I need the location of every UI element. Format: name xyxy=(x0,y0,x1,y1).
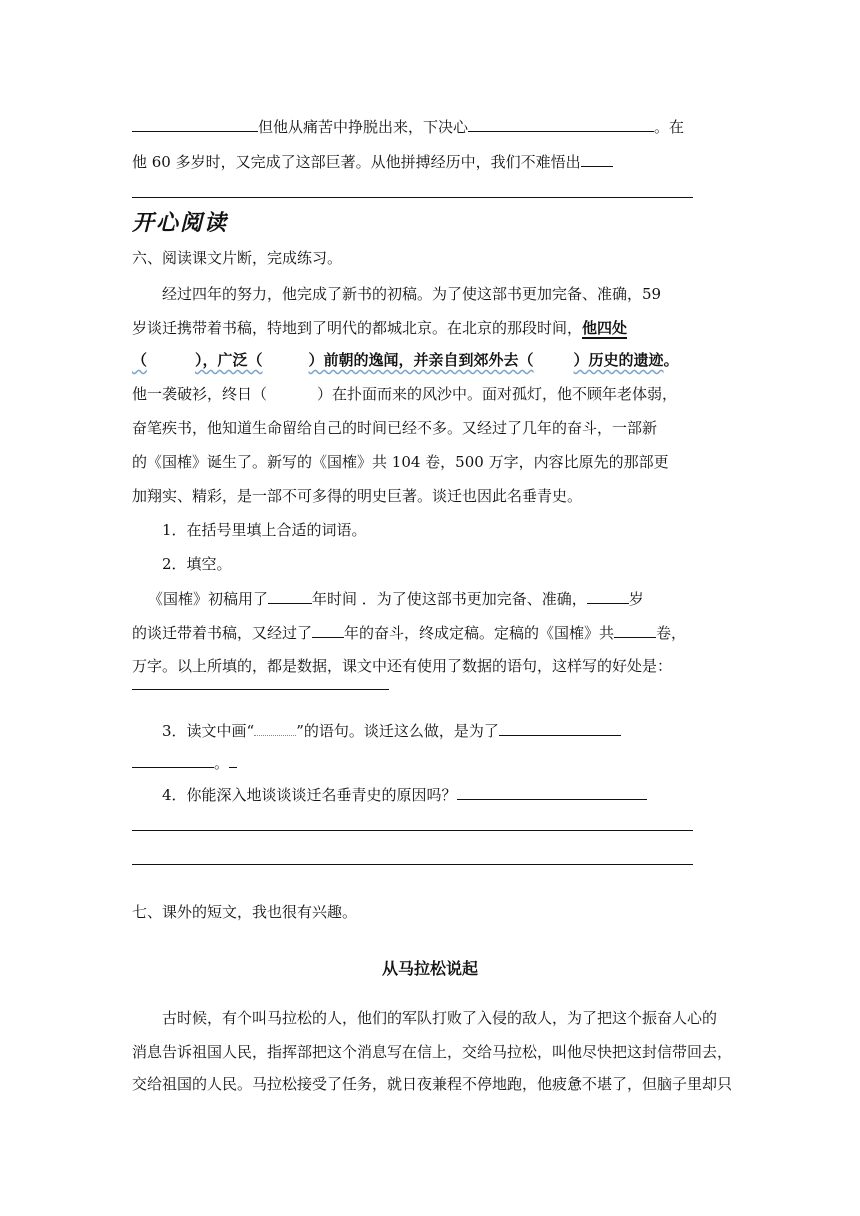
answer-blank[interactable] xyxy=(587,588,629,604)
fill-text: 年时间 ．为了使这部书更加完备、准确， xyxy=(312,590,587,608)
passage-text: 。 xyxy=(663,351,679,369)
fill-line-3: 万字。以上所填的，都是数据，课文中还有使用了数据的语句，这样写的好处是： xyxy=(132,657,673,675)
passage-text: ）在扑面而来的风沙中。面对孤灯，他不顾年老体弱， xyxy=(317,385,678,403)
answer-blank[interactable] xyxy=(468,116,654,132)
question-item-3 xyxy=(162,720,621,741)
question-item-2: 2．填空。 xyxy=(162,555,232,573)
fill-text: 年的奋斗，终成定稿。定稿的《国榷》共 xyxy=(344,624,615,642)
story-title: 从马拉松说起 xyxy=(381,959,478,978)
story-line: 交给祖国的人民。马拉松接受了任务，就日夜兼程不停地跑，他疲惫不堪了，但脑子里却只 xyxy=(132,1075,733,1093)
passage-text: 他一袭破衫，终日（ xyxy=(132,385,268,403)
marked-phrase: 他四处 xyxy=(582,319,628,337)
answer-blank[interactable] xyxy=(457,784,647,800)
passage-line xyxy=(132,384,677,404)
item-text: ”的语句。谈迁这么做，是为了 xyxy=(296,722,499,740)
answer-blank[interactable] xyxy=(132,752,214,768)
fill-line-1 xyxy=(148,588,644,609)
passage-line-marked xyxy=(132,350,679,370)
answer-blank[interactable] xyxy=(499,720,621,736)
story-line: 消息告诉祖国人民，指挥部把这个消息写在信上，交给马拉松，叫他尽快把这封信带回去， xyxy=(132,1043,733,1061)
question-item-1: 1．在括号里填上合适的词语。 xyxy=(162,521,367,539)
answer-line[interactable] xyxy=(132,830,693,831)
top-text: 但他从痛苦中挣脱出来，下决心 xyxy=(258,118,469,136)
fill-text: 卷， xyxy=(656,624,687,642)
fill-text: 《国榷》初稿用了 xyxy=(148,590,269,608)
top-text: 他 60 多岁时，又完成了这部巨著。从他拼搏经历中，我们不难悟出 xyxy=(132,153,581,171)
question-7-title: 七、课外的短文，我也很有兴趣。 xyxy=(132,903,358,921)
top-line-1 xyxy=(132,116,684,137)
passage-line: 加翔实、精彩，是一部不可多得的明史巨著。谈迁也因此名垂青史。 xyxy=(132,487,583,505)
answer-line[interactable] xyxy=(132,864,693,865)
passage-text: ）前朝的逸闻，并亲自到郊外去（ xyxy=(308,351,534,369)
item-text: 。 xyxy=(214,754,230,772)
fill-text: 岁 xyxy=(628,590,644,608)
answer-blank[interactable] xyxy=(614,622,656,638)
answer-blank[interactable] xyxy=(229,752,237,768)
top-line-2 xyxy=(132,151,613,172)
passage-line: 经过四年的努力，他完成了新书的初稿。为了使这部书更加完备、准确，59 xyxy=(162,285,662,303)
bracket-open: （ xyxy=(132,351,148,369)
passage-text: ）历史的遗迹 xyxy=(573,351,664,369)
question-6-title: 六、阅读课文片断，完成练习。 xyxy=(132,249,343,267)
item-text: 4．你能深入地谈谈谈迁名垂青史的原因吗？ xyxy=(162,786,457,804)
answer-blank[interactable] xyxy=(132,116,258,132)
section-heading: 开心阅读 xyxy=(132,211,229,236)
answer-blank[interactable] xyxy=(312,622,344,638)
passage-line: 的《国榷》诞生了。新写的《国榷》共 104 卷，500 万字，内容比原先的那部更 xyxy=(132,453,669,471)
fill-line-2 xyxy=(132,622,686,643)
question-item-4 xyxy=(162,784,647,805)
passage-line xyxy=(132,318,627,338)
passage-text: ），广泛（ xyxy=(195,351,263,369)
answer-blank[interactable] xyxy=(581,151,613,167)
quote-underline-sample xyxy=(254,720,296,736)
fill-text: 的谈迁带着书稿，又经过了 xyxy=(132,624,313,642)
item-3-line-2 xyxy=(132,752,237,773)
passage-text: 岁谈迁携带着书稿，特地到了明代的都城北京。在北京的那段时间， xyxy=(132,319,583,337)
top-text: 。在 xyxy=(654,118,685,136)
item-text: 3．读文中画“ xyxy=(162,722,255,740)
wavy-marked-sentence xyxy=(132,351,664,369)
story-line: 古时候，有个叫马拉松的人，他们的军队打败了入侵的敌人，为了把这个振奋人心的 xyxy=(162,1009,718,1027)
answer-blank[interactable] xyxy=(268,588,312,604)
passage-line: 奋笔疾书，他知道生命留给自己的时间已经不多。又经过了几年的奋斗，一部新 xyxy=(132,419,658,437)
answer-line[interactable] xyxy=(132,197,693,198)
answer-line[interactable] xyxy=(132,689,389,690)
